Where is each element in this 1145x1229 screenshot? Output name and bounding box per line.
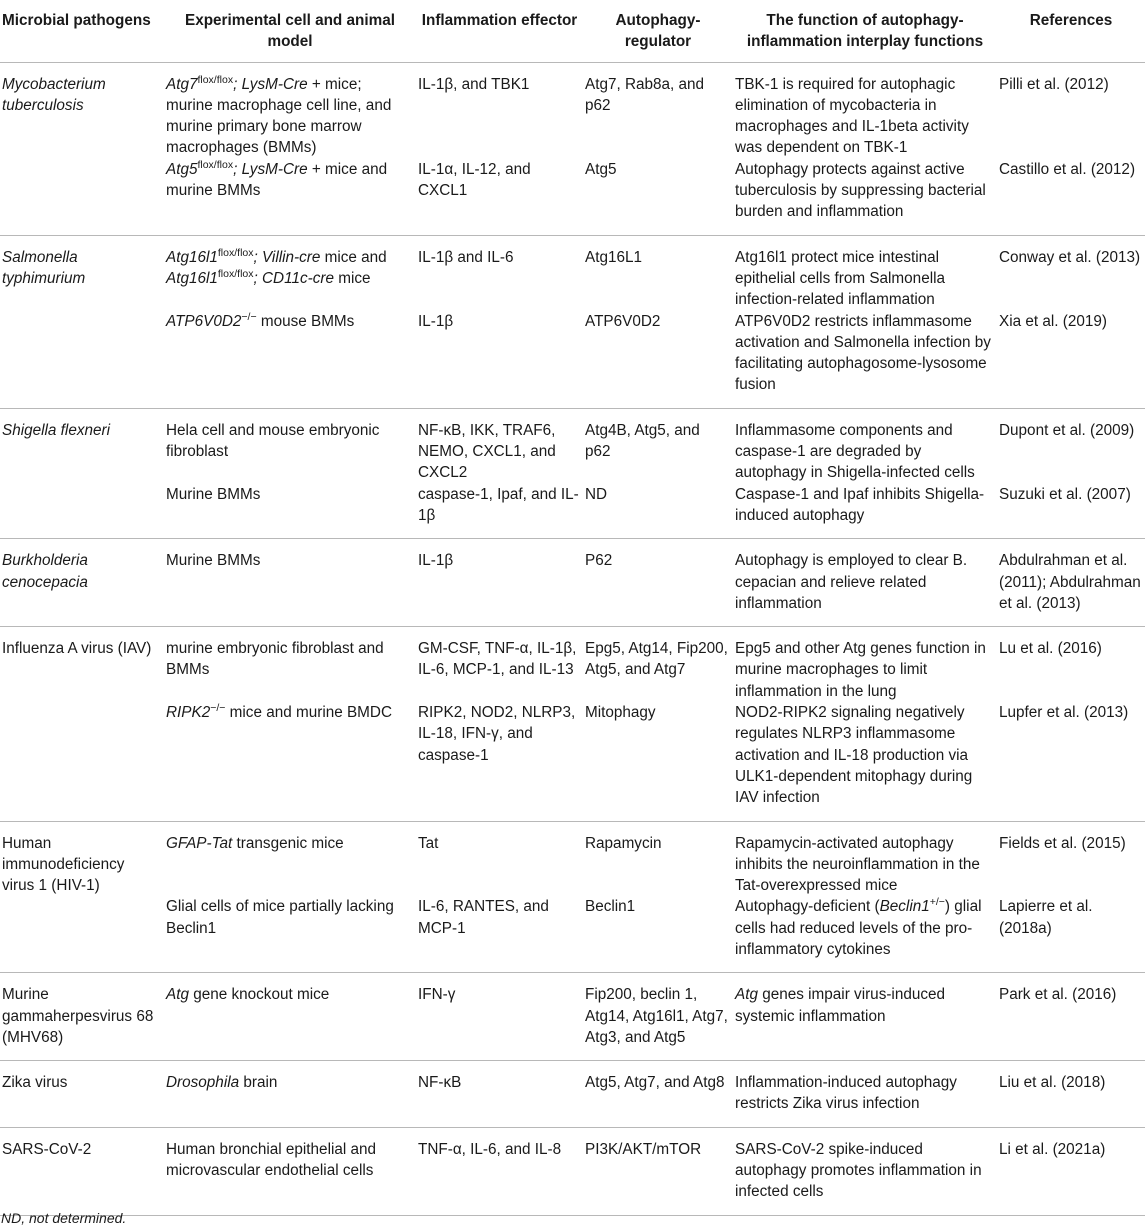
superscript-text: flox/flox <box>217 246 254 259</box>
cell-text-segment: + mice and murine BMMs <box>166 160 388 200</box>
table-row <box>0 484 1145 539</box>
table-row <box>0 408 1145 483</box>
cell-text-segment: Atg <box>735 986 758 1004</box>
cell-experimental-model <box>164 896 416 972</box>
cell-experimental-model <box>164 702 416 821</box>
pathogen-name: Zika virus <box>2 1074 68 1092</box>
cell-experimental-model <box>164 408 416 483</box>
superscript-text: flox/flox <box>197 158 234 171</box>
table-row <box>0 62 1145 159</box>
pathogen-name: Shigella flexneri <box>2 421 110 439</box>
header-row <box>0 0 1145 62</box>
cell-autophagy-regulator: Beclin1 <box>583 896 733 972</box>
cell-autophagy-regulator: Mitophagy <box>583 702 733 821</box>
cell-text-segment: Atg5 <box>166 160 198 178</box>
table-row <box>0 896 1145 972</box>
header-experimental-model: Experimental cell and animal model <box>164 0 416 62</box>
pathogen-name: Mycobacterium tuberculosis <box>2 75 106 114</box>
cell-experimental-model <box>164 159 416 235</box>
cell-text-segment: mice and <box>320 248 387 266</box>
cell-text-segment: mice <box>333 269 371 287</box>
cell-reference: Lapierre et al. (2018a) <box>997 896 1145 972</box>
cell-pathogen <box>0 973 164 1061</box>
cell-reference: Suzuki et al. (2007) <box>997 484 1145 539</box>
pathogen-name: Burkholderia cenocepacia <box>2 552 88 591</box>
cell-pathogen <box>0 235 164 310</box>
cell-text-segment: GFAP-Tat <box>166 834 233 852</box>
cell-text-segment: Autophagy is employed to clear B. cepacian and relieve related inflammation <box>735 552 968 612</box>
superscript-text: flox/flox <box>197 73 234 86</box>
cell-reference: Park et al. (2016) <box>997 973 1145 1061</box>
cell-pathogen <box>0 1127 164 1215</box>
cell-function <box>733 159 997 235</box>
cell-function <box>733 539 997 627</box>
cell-function <box>733 896 997 972</box>
cell-reference: Liu et al. (2018) <box>997 1061 1145 1128</box>
cell-experimental-model <box>164 539 416 627</box>
cell-autophagy-regulator: Atg5, Atg7, and Atg8 <box>583 1061 733 1128</box>
pathogen-name: SARS-CoV-2 <box>2 1140 92 1158</box>
cell-text-segment: Inflammation-induced autophagy restricts Zika virus infection <box>735 1074 957 1113</box>
cell-experimental-model <box>164 973 416 1061</box>
cell-text-segment: brain <box>239 1074 278 1092</box>
cell-text-segment: TBK-1 is required for autophagic elimination of mycobacteria in macrophages and IL-1beta activity was dependent on TBK-1 <box>735 75 969 157</box>
cell-pathogen <box>0 311 164 409</box>
cell-autophagy-regulator: P62 <box>583 539 733 627</box>
cell-pathogen <box>0 702 164 821</box>
cell-function <box>733 973 997 1061</box>
cell-text-segment: Glial cells of mice partially lacking Beclin1 <box>166 898 394 937</box>
cell-function <box>733 702 997 821</box>
cell-text-segment: murine embryonic fibroblast and BMMs <box>166 640 384 679</box>
table-row <box>0 973 1145 1061</box>
cell-reference: Castillo et al. (2012) <box>997 159 1145 235</box>
cell-function <box>733 484 997 539</box>
cell-pathogen <box>0 896 164 972</box>
cell-function <box>733 1061 997 1128</box>
cell-text-segment: gene knockout mice <box>188 986 330 1004</box>
cell-text-segment: SARS-CoV-2 spike-induced autophagy promotes inflammation in infected cells <box>735 1140 982 1201</box>
cell-reference: Abdulrahman et al. (2011); Abdulrahman et al. (2013) <box>997 539 1145 627</box>
cell-experimental-model <box>164 627 416 702</box>
cell-function <box>733 1127 997 1215</box>
cell-inflammation-effector: IL-1β <box>416 311 583 409</box>
cell-autophagy-regulator: Rapamycin <box>585 834 662 852</box>
cell-inflammation-effector: IL-1α, IL-12, and CXCL1 <box>416 159 583 235</box>
cell-experimental-model <box>164 1061 416 1128</box>
cell-text-segment: Beclin1 <box>879 898 930 916</box>
cell-text-segment: ; Villin-cre <box>253 248 321 266</box>
superscript-text: +/− <box>929 896 945 909</box>
superscript-text: flox/flox <box>217 267 254 280</box>
cell-autophagy-regulator: PI3K/AKT/mTOR <box>583 1127 733 1215</box>
cell-text-segment: Human bronchial epithelial and microvascular endothelial cells <box>166 1140 377 1180</box>
cell-function <box>733 627 997 702</box>
cell-autophagy-regulator: ND <box>583 484 733 539</box>
cell-autophagy-regulator: Atg7, Rab8a, and p62 <box>585 75 705 114</box>
cell-autophagy-regulator: Fip200, beclin 1, Atg14, Atg16l1, Atg7, Atg3, and Atg5 <box>583 973 733 1061</box>
cell-text-segment: Atg <box>166 986 189 1004</box>
pathogen-name: Influenza A virus (IAV) <box>2 640 152 658</box>
cell-pathogen <box>0 821 164 896</box>
cell-text-segment: genes impair virus-induced systemic inflammation <box>735 986 946 1025</box>
cell-reference: Lupfer et al. (2013) <box>997 702 1145 821</box>
cell-autophagy-regulator: Epg5, Atg14, Fip200, Atg5, and Atg7 <box>585 640 728 679</box>
table-row <box>0 1061 1145 1128</box>
cell-experimental-model <box>164 821 416 896</box>
cell-text-segment: ; LysM-Cre <box>233 160 308 178</box>
cell-text-segment: NOD2-RIPK2 signaling negatively regulates NLRP3 inflammasome activation and IL-18 production via ULK1-dependent mitophagy during IAV infection <box>735 704 973 807</box>
cell-text-segment: mice and murine BMDC <box>225 704 393 722</box>
cell-reference: Pilli et al. (2012) <box>999 75 1109 93</box>
cell-experimental-model <box>164 235 416 310</box>
cell-pathogen <box>0 1061 164 1128</box>
cell-inflammation-effector: GM-CSF, TNF-α, IL-1β, IL-6, MCP-1, and IL-13 <box>418 640 577 679</box>
cell-text-segment: Inflammasome components and caspase-1 are degraded by autophagy in Shigella-infected cells <box>735 421 975 482</box>
cell-inflammation-effector: Tat <box>418 834 439 852</box>
cell-function <box>733 311 997 409</box>
cell-pathogen <box>0 627 164 702</box>
cell-text-segment: Rapamycin-activated autophagy inhibits the neuroinflammation in the Tat-overexpressed mice <box>735 834 980 895</box>
cell-text-segment: Atg7 <box>166 75 198 93</box>
table-row <box>0 1127 1145 1215</box>
cell-text-segment: ATP6V0D2 <box>166 312 242 330</box>
cell-text-segment: ) glial cells had reduced levels of the pro-inflammatory cytokines <box>735 898 982 958</box>
cell-pathogen <box>0 539 164 627</box>
cell-text-segment: Murine BMMs <box>166 552 261 570</box>
table-footnote: ND, not determined. <box>1 1210 127 1226</box>
pathogen-name: Salmonella typhimurium <box>2 248 86 287</box>
cell-inflammation-effector: IFN-γ <box>416 973 583 1061</box>
cell-text-segment: Caspase-1 and Ipaf inhibits Shigella-induced autophagy <box>735 485 985 524</box>
header-microbial-pathogens: Microbial pathogens <box>0 0 164 62</box>
cell-experimental-model <box>164 484 416 539</box>
cell-text-segment: ; LysM-Cre <box>233 75 308 93</box>
cell-inflammation-effector: IL-1β <box>416 539 583 627</box>
cell-pathogen <box>0 484 164 539</box>
table-row <box>0 539 1145 627</box>
cell-text-segment: mouse BMMs <box>256 312 355 330</box>
cell-inflammation-effector: IL-6, RANTES, and MCP-1 <box>416 896 583 972</box>
cell-text-segment: Atg16l1 <box>166 248 218 266</box>
superscript-text: −/− <box>241 310 257 323</box>
cell-text-segment: Autophagy protects against active tuberculosis by suppressing bacterial burden and inflammation <box>735 160 986 221</box>
cell-text-segment: Epg5 and other Atg genes function in murine macrophages to limit inflammation in the lung <box>735 640 986 700</box>
cell-inflammation-effector: TNF-α, IL-6, and IL-8 <box>416 1127 583 1215</box>
cell-reference: Conway et al. (2013) <box>999 248 1141 266</box>
cell-experimental-model <box>164 1127 416 1215</box>
cell-pathogen <box>0 62 164 159</box>
cell-function <box>733 821 997 896</box>
cell-function <box>733 408 997 483</box>
cell-experimental-model <box>164 311 416 409</box>
cell-text-segment: transgenic mice <box>232 834 344 852</box>
cell-reference: Lu et al. (2016) <box>999 640 1102 658</box>
cell-reference: Fields et al. (2015) <box>999 834 1126 852</box>
table-row <box>0 627 1145 702</box>
cell-autophagy-regulator: ATP6V0D2 <box>583 311 733 409</box>
table-row <box>0 821 1145 896</box>
cell-text-segment: ATP6V0D2 restricts inflammasome activation and Salmonella infection by facilitating autophagosome-lysosome fusion <box>735 312 991 394</box>
cell-inflammation-effector: RIPK2, NOD2, NLRP3, IL-18, IFN-γ, and caspase-1 <box>416 702 583 821</box>
header-autophagy-regulator: Autophagy-regulator <box>583 0 733 62</box>
cell-function <box>733 235 997 310</box>
cell-text-segment: Atg16l1 <box>166 269 218 287</box>
table-body <box>0 62 1145 1215</box>
cell-autophagy-regulator: Atg5 <box>583 159 733 235</box>
cell-inflammation-effector: IL-1β and IL-6 <box>418 248 514 266</box>
cell-inflammation-effector: NF-κB, IKK, TRAF6, NEMO, CXCL1, and CXCL2 <box>418 421 556 482</box>
cell-inflammation-effector: NF-κB <box>416 1061 583 1128</box>
table-row <box>0 311 1145 409</box>
cell-reference: Li et al. (2021a) <box>997 1127 1145 1215</box>
cell-reference: Xia et al. (2019) <box>997 311 1145 409</box>
cell-text-segment: Drosophila <box>166 1074 240 1092</box>
table-header <box>0 0 1145 62</box>
cell-text-segment: Atg16l1 protect mice intestinal epithelial cells from Salmonella infection-related inflammation <box>735 248 946 309</box>
table-row <box>0 159 1145 235</box>
cell-experimental-model <box>164 62 416 159</box>
cell-text-segment: Autophagy-deficient ( <box>735 898 880 916</box>
superscript-text: −/− <box>210 702 226 715</box>
header-function: The function of autophagy-inflammation interplay functions <box>733 0 997 62</box>
header-references: References <box>997 0 1145 62</box>
cell-reference: Dupont et al. (2009) <box>999 421 1135 439</box>
cell-text-segment: RIPK2 <box>166 704 211 722</box>
header-inflammation-effector: Inflammation effector <box>416 0 583 62</box>
cell-text-segment: Hela cell and mouse embryonic fibroblast <box>166 421 380 461</box>
cell-pathogen <box>0 408 164 483</box>
cell-function <box>733 62 997 159</box>
cell-inflammation-effector: IL-1β, and TBK1 <box>418 75 530 93</box>
pathogen-name: Murine gammaherpesvirus 68 (MHV68) <box>2 986 154 1046</box>
cell-text-segment: Murine BMMs <box>166 485 261 503</box>
table-row <box>0 235 1145 310</box>
cell-text-segment: + mice; murine macrophage cell line, and murine primary bone marrow macrophages (BMMs) <box>166 75 392 157</box>
cell-autophagy-regulator: Atg4B, Atg5, and p62 <box>585 421 700 461</box>
cell-pathogen <box>0 159 164 235</box>
cell-inflammation-effector: caspase-1, Ipaf, and IL-1β <box>416 484 583 539</box>
table-row <box>0 702 1145 821</box>
cell-autophagy-regulator: Atg16L1 <box>585 248 642 266</box>
pathogen-name: Human immunodeficiency virus 1 (HIV-1) <box>2 834 125 895</box>
cell-text-segment: ; CD11c-cre <box>253 269 334 287</box>
